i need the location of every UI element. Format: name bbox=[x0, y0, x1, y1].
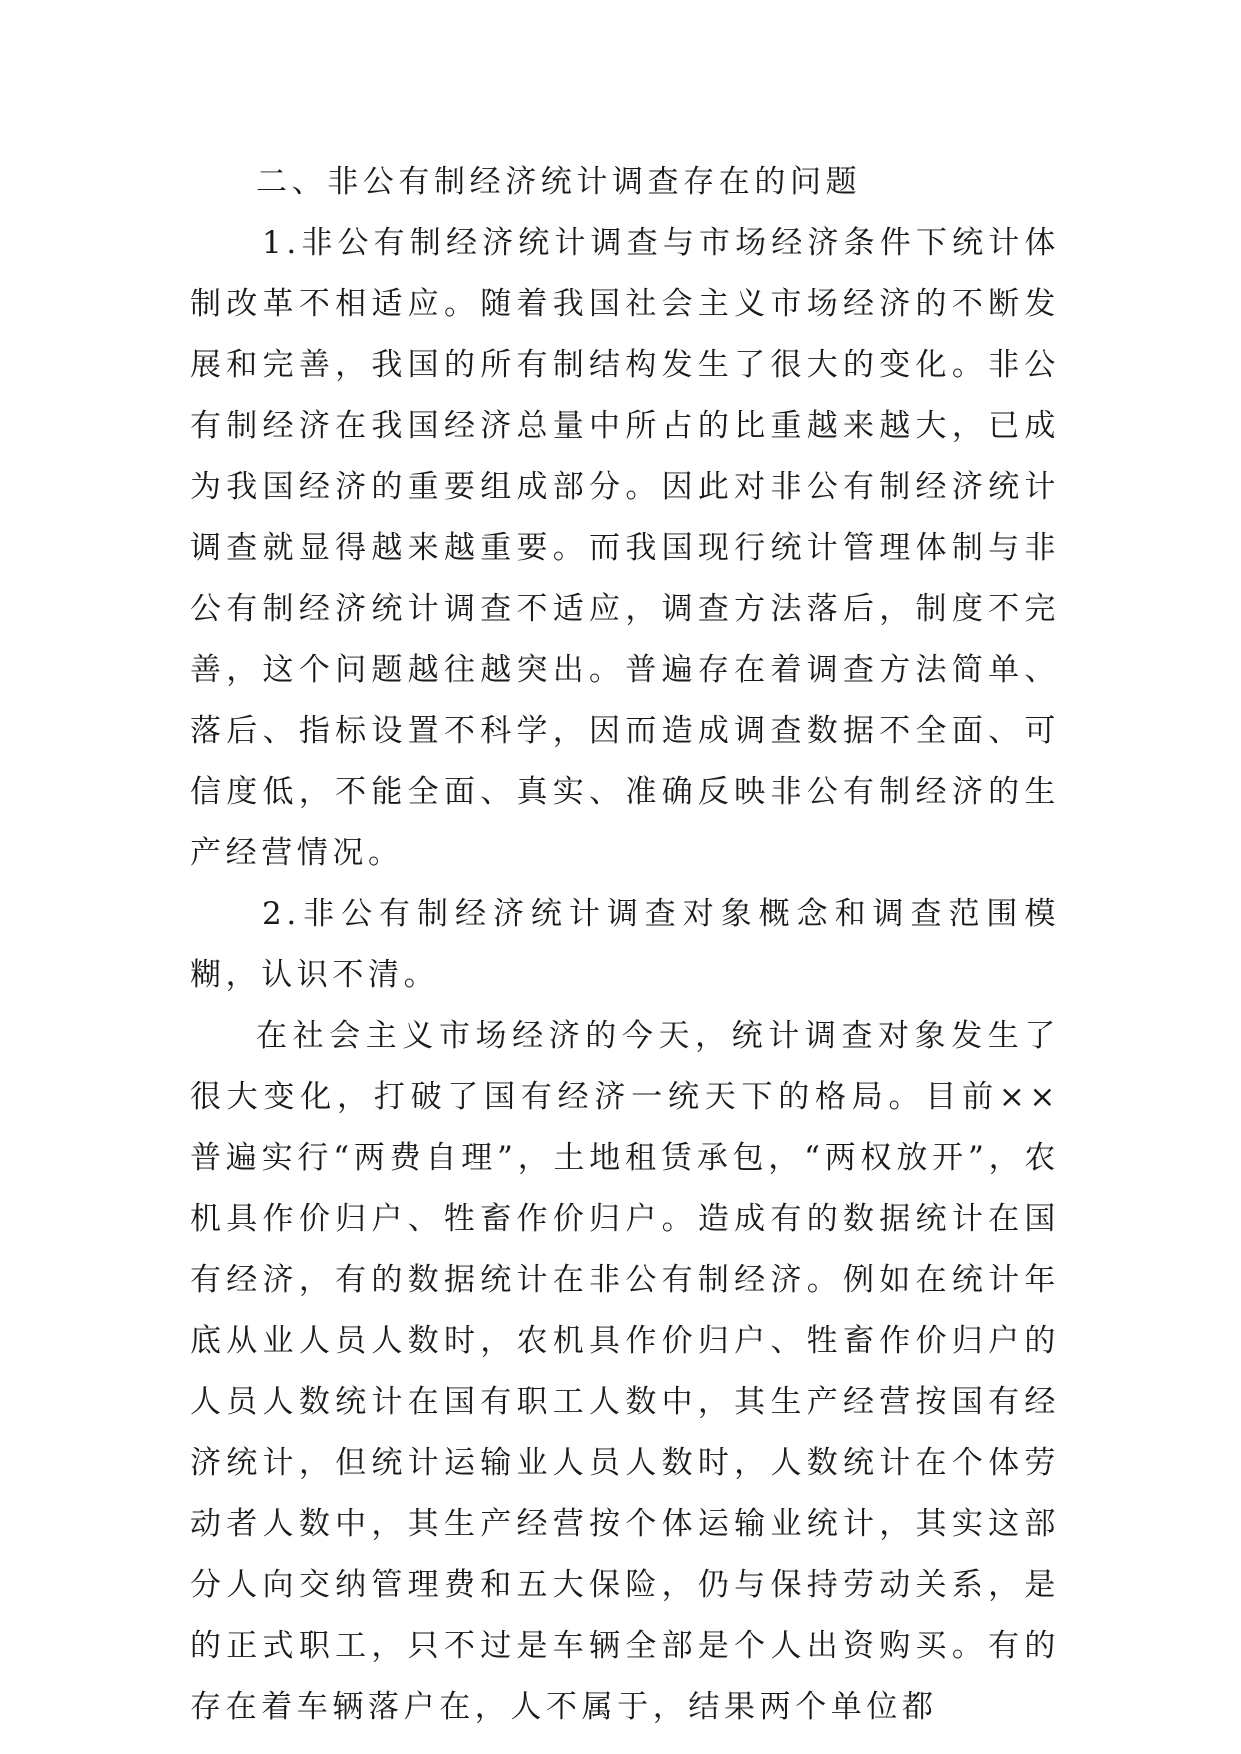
paragraph-3: 在社会主义市场经济的今天，统计调查对象发生了很大变化，打破了国有经济一统天下的格局。目前××普遍实行“两费自理”，土地租赁承包，“两权放开”，农机具作价归户、牲畜作价归户。造成有的数据统计在国有经济，有的数据统计在非公有制经济。例如在统计年底从业人员人数时，农机具作价归户、牲畜作价归户的人员人数统计在国有职工人数中，其生产经营按国有经济统计，但统计运输业人员人数时，人数统计在个体劳动者人数中，其生产经营按个体运输业统计，其实这部分人向交纳管理费和五大保险，仍与保持劳动关系，是的正式职工，只不过是车辆全部是个人出资购买。有的存在着车辆落户在，人不属于，结果两个单位都 bbox=[190, 1018, 1060, 1725]
paragraph-2: 2.非公有制经济统计调查对象概念和调查范围模糊，认识不清。 bbox=[190, 896, 1060, 993]
section-heading: 二、非公有制经济统计调查存在的问题 bbox=[256, 164, 862, 200]
document-body bbox=[190, 152, 1060, 1738]
paragraph-1: 1.非公有制经济统计调查与市场经济条件下统计体制改革不相适应。随着我国社会主义市场经济的不断发展和完善，我国的所有制结构发生了很大的变化。非公有制经济在我国经济总量中所占的比重越来越大，已成为我国经济的重要组成部分。因此对非公有制经济统计调查就显得越来越重要。而我国现行统计管理体制与非公有制经济统计调查不适应，调查方法落后，制度不完善，这个问题越往越突出。普遍存在着调查方法简单、落后、指标设置不科学，因而造成调查数据不全面、可信度低，不能全面、真实、准确反映非公有制经济的生产经营情况。 bbox=[190, 225, 1060, 871]
